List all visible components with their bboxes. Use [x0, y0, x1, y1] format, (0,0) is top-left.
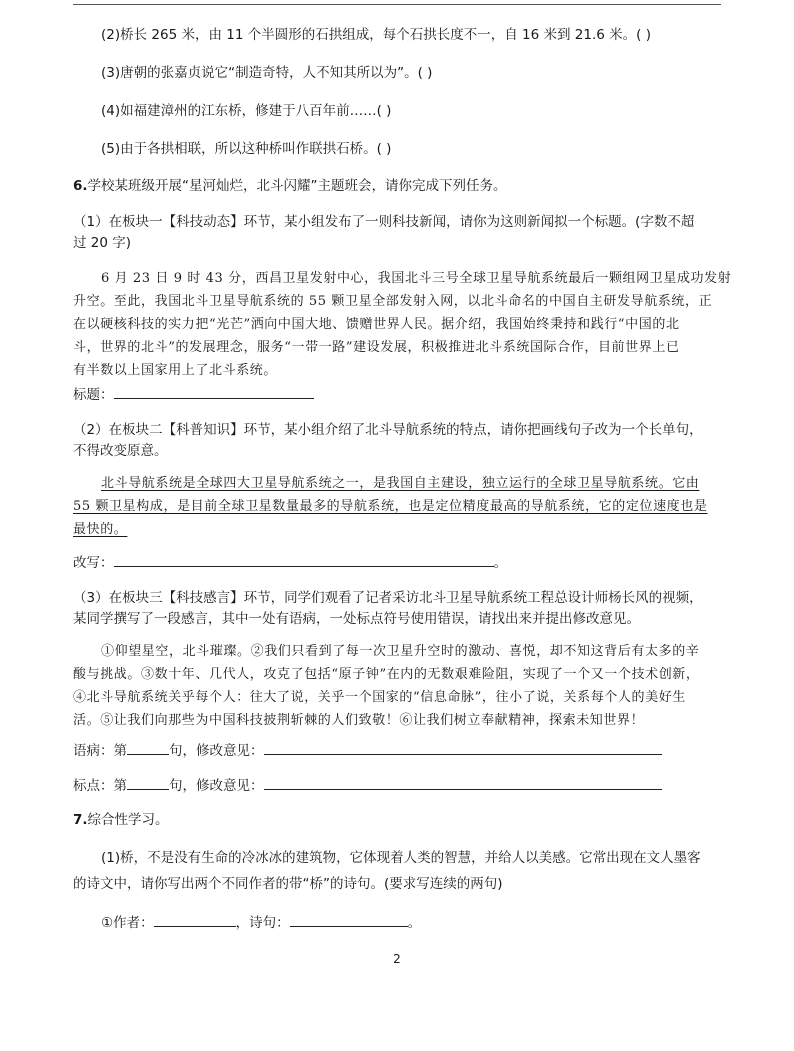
- task-1-line-1: （1）在板块一【科技动态】环节，某小组发布了一则科技新闻，请你为这则新闻拟一个标题。(字数不超: [73, 214, 695, 230]
- essay-line-3: ④北斗导航系统关乎每个人：往大了说，关乎一个国家的“信息命脉”，往小了说，关系每个人的美好生: [73, 690, 686, 705]
- task-2-line-2: 不得改变原意。: [73, 443, 168, 459]
- task-3-line-1: （3）在板块三【科技感言】环节，同学们观看了记者采访北斗卫星导航系统工程总设计师杨长风的视频，: [73, 590, 703, 606]
- bridge-task-line-2: 的诗文中，请你写出两个不同作者的带“桥”的诗句。(要求写连续的两句): [73, 876, 503, 892]
- title-answer-blank[interactable]: [114, 384, 314, 399]
- task-2-line-1: （2）在板块二【科普知识】环节，某小组介绍了北斗导航系统的特点，请你把画线句子改为一个长单句，: [73, 422, 703, 438]
- essay-line-4: 活。⑤让我们向那些为中国科技披荆斩棘的人们致敬！⑥让我们树立奉献精神，探索未知世界！: [73, 713, 645, 728]
- question-7-heading: [73, 810, 721, 830]
- question-6-number: 6.: [73, 178, 88, 194]
- statement-5: (5)由于各拱相联，所以这种桥叫作联拱石桥。( ): [101, 141, 392, 157]
- poem-period: 。: [407, 915, 422, 931]
- news-line-4: 斗，世界的北斗”的发展理念，服务“一带一路”建设发展，积极推进北斗系统国际合作，目前世界上已: [73, 340, 680, 355]
- poem-answer-row: [101, 912, 721, 933]
- poem-label: ，诗句：: [235, 915, 290, 931]
- essay-line-2: 酸与挑战。③数十年、几代人，攻克了包括“原子钟”在内的无数艰难险阻，实现了一个又一个技术创新，: [73, 667, 700, 682]
- author-label: ①作者：: [101, 915, 154, 931]
- title-label: 标题：: [73, 387, 114, 403]
- punctuation-sentence-blank[interactable]: [127, 775, 169, 790]
- punctuation-fix-row: [73, 775, 721, 796]
- poem-blank[interactable]: [290, 912, 408, 927]
- grammar-suggestion-label: 句，修改意见：: [169, 743, 264, 759]
- statement-2: (2)桥长 265 米，由 11 个半圆形的石拱组成，每个石拱长度不一，自 16 米到 21.6 米。( ): [101, 27, 651, 43]
- task-1-line-2: 过 20 字): [73, 235, 132, 251]
- author-blank[interactable]: [154, 912, 236, 927]
- rewrite-answer-row: [73, 552, 721, 573]
- bridge-task-line-1: (1)桥，不是没有生命的冷冰冰的建筑物，它体现着人类的智慧，并给人以美感。它常出现在文人墨客: [101, 850, 701, 866]
- news-line-1: 6 月 23 日 9 时 43 分，西昌卫星发射中心，我国北斗三号全球卫星导航系统最后一颗组网卫星成功发射: [101, 271, 732, 286]
- punctuation-label: 标点：第: [73, 778, 127, 794]
- grammar-label: 语病：第: [73, 743, 127, 759]
- news-line-5: 有半数以上国家用上了北斗系统。: [73, 363, 278, 378]
- rewrite-period: 。: [493, 555, 507, 571]
- statement-4: (4)如福建漳州的江东桥，修建于八百年前……( ): [101, 103, 392, 119]
- underlined-sentence-line-3: 最快的。: [73, 522, 128, 537]
- underlined-sentence-line-2: 55 颗卫星构成，是目前全球卫星数量最多的导航系统，也是定位精度最高的导航系统，它的定位速度也是: [73, 499, 708, 514]
- title-answer-row: [73, 384, 721, 405]
- question-7-text: 综合性学习。: [87, 812, 169, 828]
- grammar-sentence-blank[interactable]: [127, 740, 169, 755]
- grammar-suggestion-blank[interactable]: [264, 740, 662, 755]
- question-7-number: 7.: [73, 812, 88, 828]
- essay-line-1: ①仰望星空，北斗璀璨。②我们只看到了每一次卫星升空时的激动、喜悦，却不知这背后有太多的辛: [101, 644, 700, 659]
- news-line-3: 在以硬核科技的实力把“光芒”洒向中国大地、馈赠世界人民。据介绍，我国始终秉持和践行“中国的北: [73, 317, 680, 332]
- grammar-fix-row: [73, 740, 721, 761]
- page-number: 2: [393, 952, 401, 966]
- task-3-line-2: 某同学撰写了一段感言，其中一处有语病，一处标点符号使用错误，请找出来并提出修改意见。: [73, 611, 640, 627]
- punctuation-suggestion-label: 句，修改意见：: [169, 778, 264, 794]
- top-rule: [73, 4, 721, 5]
- question-6-text: 学校某班级开展“星河灿烂，北斗闪耀”主题班会，请你完成下列任务。: [87, 178, 507, 194]
- punctuation-suggestion-blank[interactable]: [264, 775, 662, 790]
- statement-3: (3)唐朝的张嘉贞说它“制造奇特，人不知其所以为”。( ): [101, 65, 433, 81]
- rewrite-label: 改写：: [73, 555, 114, 571]
- news-line-2: 升空。至此，我国北斗卫星导航系统的 55 颗卫星全部发射入网，以北斗命名的中国自主研发导航系统，正: [73, 294, 713, 309]
- question-6-heading: [73, 176, 721, 196]
- underlined-sentence-line-1: 北斗导航系统是全球四大卫星导航系统之一，是我国自主建设，独立运行的全球卫星导航系统。它由: [101, 476, 700, 491]
- rewrite-answer-blank[interactable]: [114, 552, 494, 567]
